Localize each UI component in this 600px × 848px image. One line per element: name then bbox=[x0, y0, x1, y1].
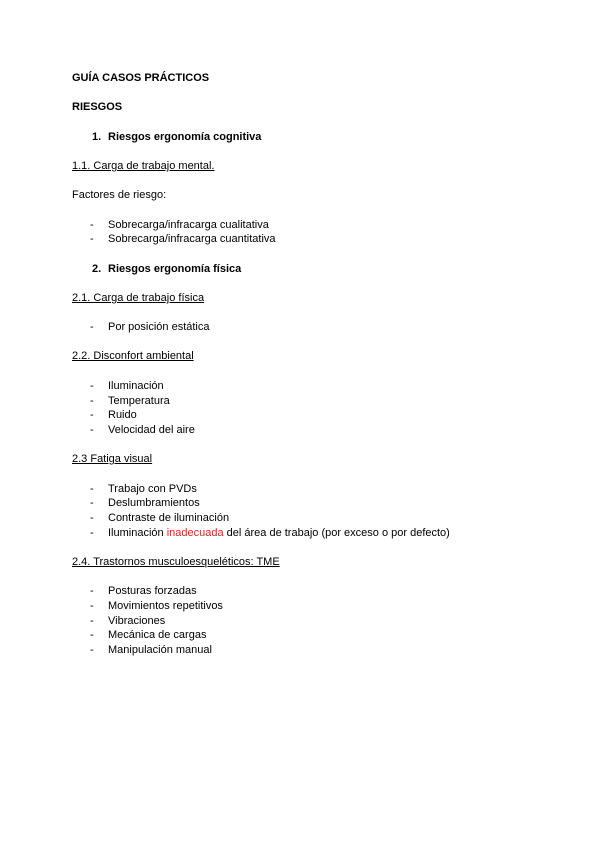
list-item: Ruido bbox=[108, 409, 137, 421]
list-bullet: - bbox=[90, 483, 94, 495]
subsection-1-1-heading: 1.1. Carga de trabajo mental. bbox=[72, 160, 215, 172]
list-item: Iluminación bbox=[108, 380, 164, 392]
list-bullet: - bbox=[90, 585, 94, 597]
list-bullet: - bbox=[90, 380, 94, 392]
list-bullet: - bbox=[90, 527, 94, 539]
document-title: GUÍA CASOS PRÁCTICOS bbox=[72, 72, 210, 84]
list-bullet: - bbox=[90, 615, 94, 627]
list-item: Mecánica de cargas bbox=[108, 629, 207, 641]
list-item: Velocidad del aire bbox=[108, 424, 195, 436]
item-suffix: del área de trabajo (por exceso o por defecto) bbox=[223, 527, 450, 539]
list-bullet: - bbox=[90, 395, 94, 407]
list-bullet: - bbox=[90, 512, 94, 524]
list-item: Deslumbramientos bbox=[108, 497, 200, 509]
risk-factors-label: Factores de riesgo: bbox=[72, 189, 167, 201]
list-item: Manipulación manual bbox=[108, 644, 212, 656]
list-bullet: - bbox=[90, 497, 94, 509]
list-item bbox=[108, 527, 450, 540]
list-item: Temperatura bbox=[108, 395, 170, 407]
subsection-2-4-heading: 2.4. Trastornos musculoesqueléticos: TME bbox=[72, 556, 280, 568]
list-bullet: - bbox=[90, 219, 94, 231]
list-bullet: - bbox=[90, 233, 94, 245]
list-bullet: - bbox=[90, 600, 94, 612]
list-bullet: - bbox=[90, 644, 94, 656]
subsection-2-3-heading: 2.3 Fatiga visual bbox=[72, 453, 153, 465]
list-item: Trabajo con PVDs bbox=[108, 483, 197, 495]
subsection-2-2-heading: 2.2. Disconfort ambiental bbox=[72, 350, 194, 362]
list-bullet: - bbox=[90, 424, 94, 436]
list-item: Sobrecarga/infracarga cuantitativa bbox=[108, 233, 276, 245]
list-item: Por posición estática bbox=[108, 321, 210, 333]
list-item: Sobrecarga/infracarga cualitativa bbox=[108, 219, 269, 231]
section-2-heading: Riesgos ergonomía física bbox=[108, 263, 242, 275]
section-1-heading: Riesgos ergonomía cognitiva bbox=[108, 131, 262, 143]
list-bullet: - bbox=[90, 409, 94, 421]
list-item: Vibraciones bbox=[108, 615, 166, 627]
item-prefix: Iluminación bbox=[108, 527, 167, 539]
list-item: Contraste de iluminación bbox=[108, 512, 230, 524]
list-item: Posturas forzadas bbox=[108, 585, 197, 597]
section-1-number: 1. bbox=[92, 131, 102, 143]
document-subtitle: RIESGOS bbox=[72, 101, 123, 113]
section-2-number: 2. bbox=[92, 263, 102, 275]
list-bullet: - bbox=[90, 321, 94, 333]
highlighted-word: inadecuada bbox=[166, 527, 224, 539]
list-item: Movimientos repetitivos bbox=[108, 600, 223, 612]
list-bullet: - bbox=[90, 629, 94, 641]
subsection-2-1-heading: 2.1. Carga de trabajo física bbox=[72, 292, 205, 304]
